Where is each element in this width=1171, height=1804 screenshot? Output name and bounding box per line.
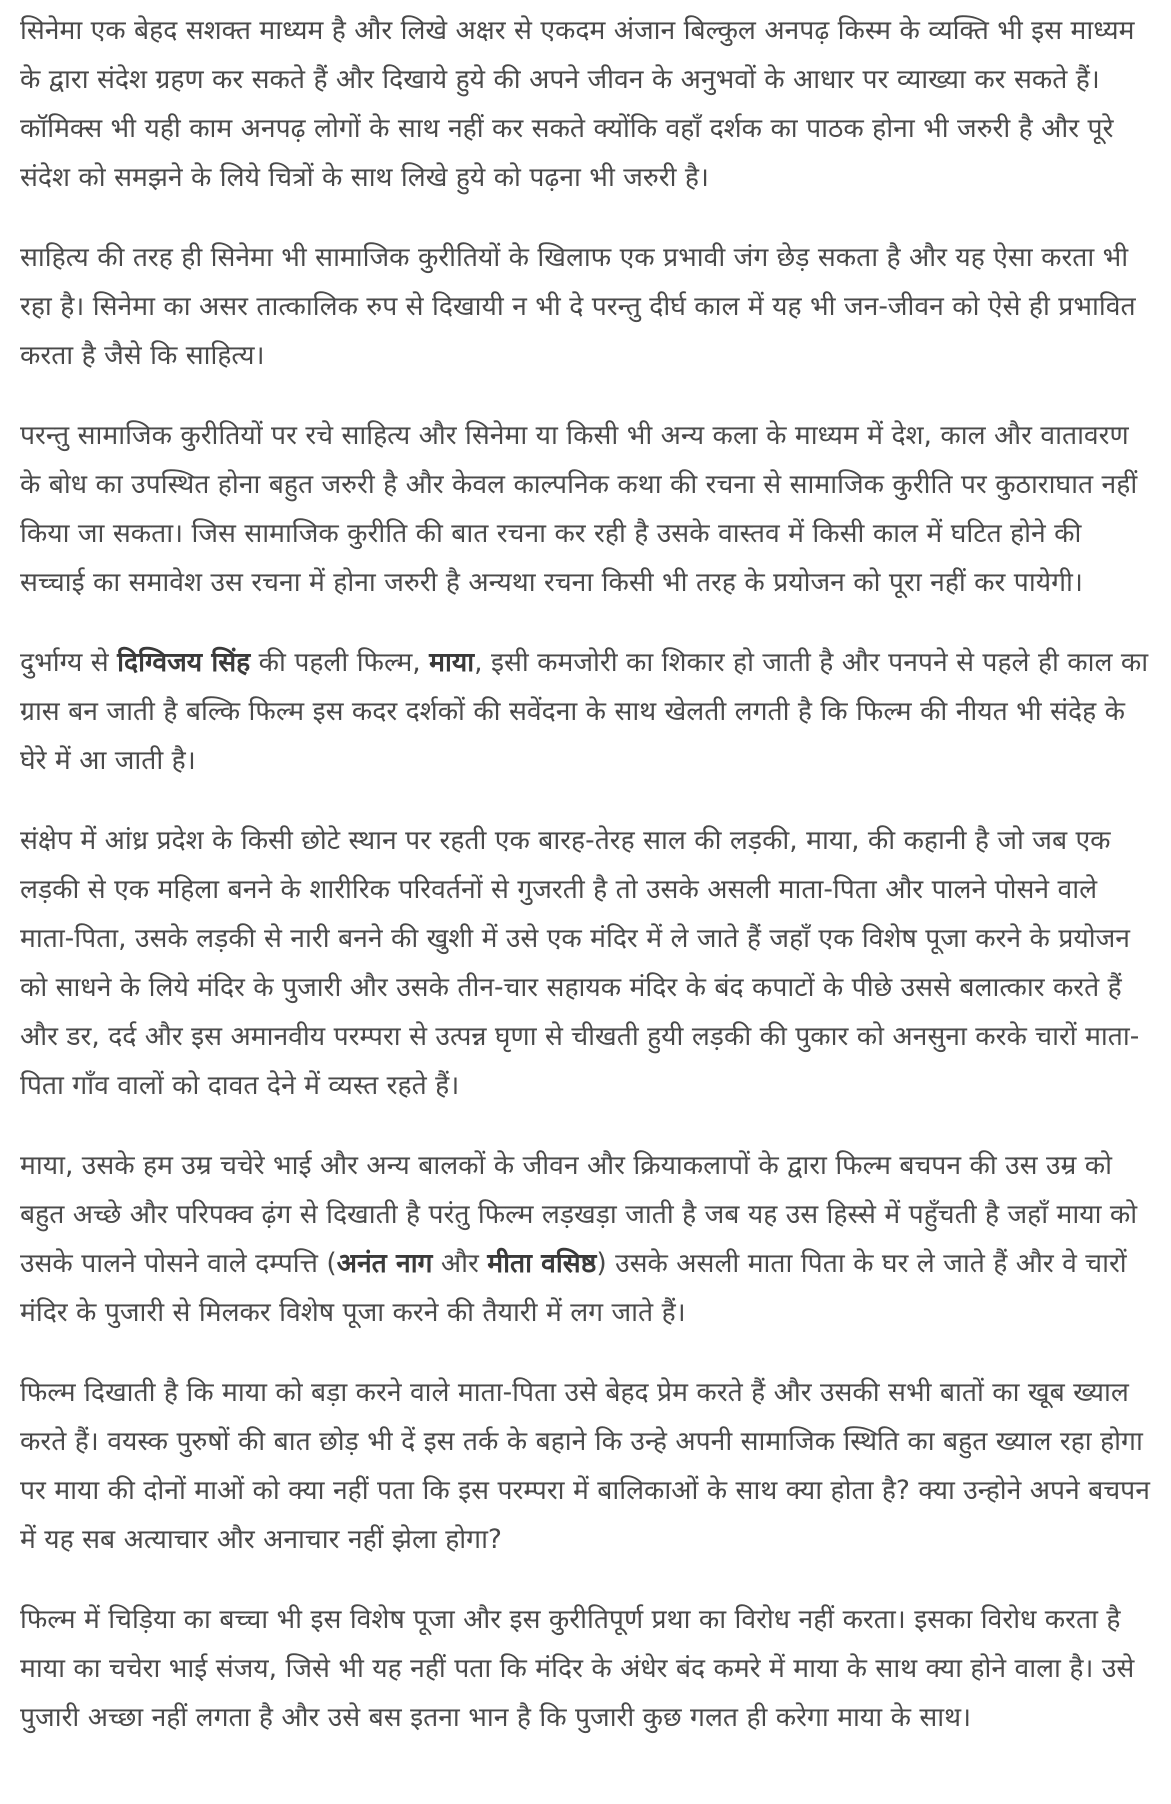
paragraph-1: सिनेमा एक बेहद सशक्त माध्यम है और लिखे अक्षर से एकदम अंजान बिल्कुल अनपढ़ किस्म के व्यक्ति भी इस माध्यम के द्वारा संदेश ग्रहण कर सकते हैं और दिखाये हुये की अपने जीवन के अनुभवों के आधार पर व्याख्या कर सकते हैं। कॉमिक्स भी यही काम अनपढ़ लोगों के साथ नहीं कर सकते क्योंकि वहाँ दर्शक का पाठक होना भी जरुरी है और पूरे संदेश को समझने के लिये चित्रों के साथ लिखे हुये को पढ़ना भी जरुरी है।: [20, 15, 1135, 193]
paragraph-5: संक्षेप में आंध्र प्रदेश के किसी छोटे स्थान पर रहती एक बारह-तेरह साल की लड़की, माया, की कहानी है जो जब एक लड़की से एक महिला बनने के शारीरिक परिवर्तनों से गुजरती है तो उसके असली माता-पिता और पालने पोसने वाले माता-पिता, उसके लड़की से नारी बनने की खुशी में उसे एक मंदिर में ले जाते हैं जहाँ एक विशेष पूजा करने के प्रयोजन को साधने के लिये मंदिर के पुजारी और उसके तीन-चार सहायक मंदिर के बंद कपाटों के पीछे उससे बलात्कार करते हैं और डर, दर्द और इस अमानवीय परम्परा से उत्पन्न घृणा से चीखती हुयी लड़की की पुकार को अनसुना करके चारों माता-पिता गाँव वालों को दावत देने में व्यस्त रहते हैं।: [20, 825, 1140, 1101]
paragraph-8: फिल्म में चिड़िया का बच्चा भी इस विशेष पूजा और इस कुरीतिपूर्ण प्रथा का विरोध नहीं करता। इसका विरोध करता है माया का चचेरा भाई संजय, जिसे भी यह नहीं पता कि मंदिर के अंधेर बंद कमरे में माया के साथ क्या होने वाला है। उसे पुजारी अच्छा नहीं लगता है और उसे बस इतना भान है कि पुजारी कुछ गलत ही करेगा माया के साथ।: [20, 1604, 1135, 1733]
text-run: और: [432, 1248, 488, 1279]
text-run: , इसी कमजोरी का शिकार हो जाती है और पनपने से पहले ही काल का ग्रास बन जाती है बल्कि फिल्म इस कदर दर्शकों की सवेंदना के साथ खेलती लगती है कि फिल्म की नीयत भी संदेह के घेरे में आ जाती है।: [20, 647, 1149, 776]
paragraph-4: [20, 638, 1151, 785]
film-title: माया: [429, 647, 475, 678]
text-run: दुर्भाग्य से: [20, 647, 118, 678]
paragraph-2: साहित्य की तरह ही सिनेमा भी सामाजिक कुरीतियों के खिलाफ एक प्रभावी जंग छेड़ सकता है और यह ऐसा करता भी रहा है। सिनेमा का असर तात्कालिक रुप से दिखायी न भी दे परन्तु दीर्घ काल में यह भी जन-जीवन को ऐसे ही प्रभावित करता है जैसे कि साहित्य।: [20, 242, 1136, 371]
paragraph-3: परन्तु सामाजिक कुरीतियों पर रचे साहित्य और सिनेमा या किसी भी अन्य कला के माध्यम में देश, काल और वातावरण के बोध का उपस्थित होना बहुत जरुरी है और केवल काल्पनिक कथा की रचना से सामाजिक कुरीति पर कुठाराघात नहीं किया जा सकता। जिस सामाजिक कुरीति की बात रचना कर रही है उसके वास्तव में किसी काल में घटित होने की सच्चाई का समावेश उस रचना में होना जरुरी है अन्यथा रचना किसी भी तरह के प्रयोजन को पूरा नहीं कर पायेगी।: [20, 420, 1138, 598]
actor-name: अनंत नाग: [336, 1248, 433, 1279]
text-run: ) उसके असली माता पिता के घर ले जाते हैं और वे चारों मंदिर के पुजारी से मिलकर विशेष पूजा करने की तैयारी में लग जाते हैं।: [20, 1248, 1127, 1328]
paragraph-7: फिल्म दिखाती है कि माया को बड़ा करने वाले माता-पिता उसे बेहद प्रेम करते हैं और उसकी सभी बातों का खूब ख्याल करते हैं। वयस्क पुरुषों की बात छोड़ भी दें इस तर्क के बहाने कि उन्हे अपनी सामाजिक स्थिति का बहुत ख्याल रहा होगा पर माया की दोनों माओं को क्या नहीं पता कि इस परम्परा में बालिकाओं के साथ क्या होता है? क्या उन्होने अपने बचपन में यह सब अत्याचार और अनाचार नहीं झेला होगा?: [20, 1377, 1150, 1555]
paragraph-6: [20, 1141, 1151, 1337]
actor-name: मीता वसिष्ठ: [487, 1248, 597, 1279]
director-name: दिग्विजय सिंह: [117, 647, 251, 678]
text-run: माया, उसके हम उम्र चचेरे भाई और अन्य बालकों के जीवन और क्रियाकलापों के द्वारा फिल्म बचपन की उस उम्र को बहुत अच्छे और परिपक्व ढ़ंग से दिखाती है परंतु फिल्म लड़खड़ा जाती है जब यह उस हिस्से में पहुँचती है जहाँ माया को उसके पालने पोसने वाले दम्पत्ति (: [20, 1150, 1138, 1279]
text-run: की पहली फिल्म,: [250, 647, 430, 678]
